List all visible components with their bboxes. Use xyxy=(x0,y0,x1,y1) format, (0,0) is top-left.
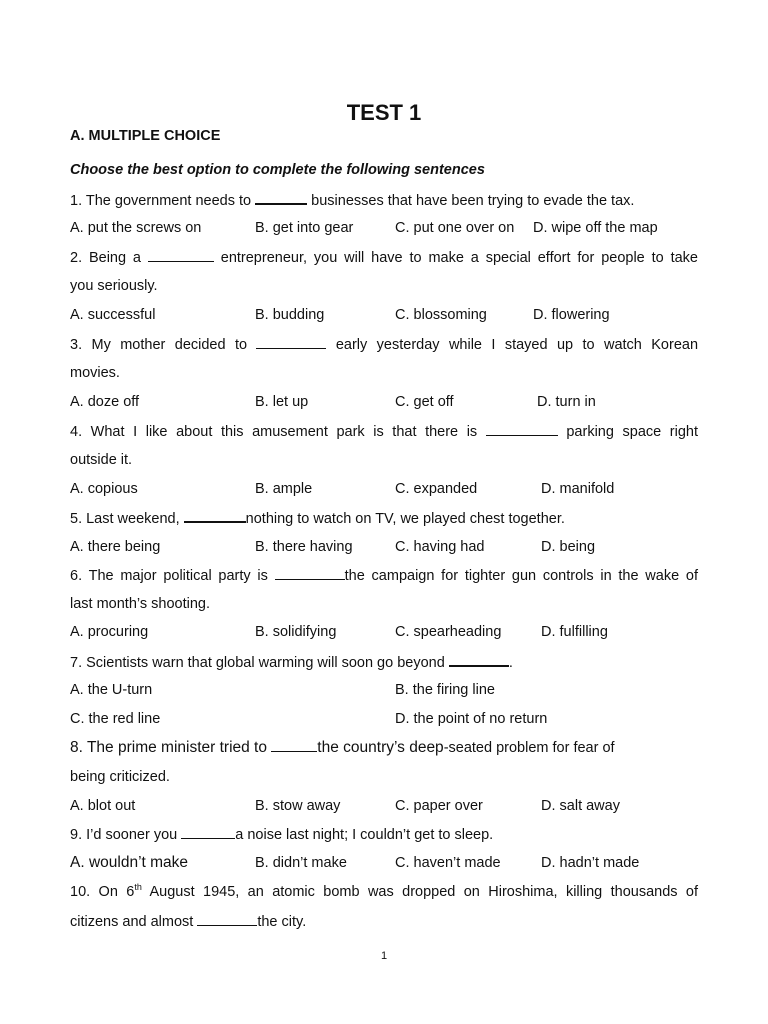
option-a: A. blot out xyxy=(70,798,136,814)
question-3-continued: movies. xyxy=(70,365,120,381)
question-text: nothing to watch on TV, we played chest together. xyxy=(245,511,565,527)
question-3-options xyxy=(70,392,698,412)
question-4-options xyxy=(70,479,698,499)
option-b: B. the firing line xyxy=(395,682,495,698)
option-b: B. get into gear xyxy=(255,220,354,236)
answer-blank xyxy=(275,565,345,580)
question-8 xyxy=(70,737,698,758)
question-2-continued: you seriously. xyxy=(70,278,158,294)
question-5 xyxy=(70,507,698,529)
question-text: entrepreneur, you will have to make a special effort for people to take xyxy=(213,250,698,266)
question-text: 1. The government needs to xyxy=(70,193,256,209)
option-c: C. get off xyxy=(395,394,454,410)
question-10-continued xyxy=(70,911,698,932)
instruction: Choose the best option to complete the following sentences xyxy=(70,162,485,178)
question-text: 9. I’d sooner you xyxy=(70,827,182,843)
question-7-options-row-2 xyxy=(70,709,698,729)
question-6 xyxy=(70,565,698,586)
option-c: C. spearheading xyxy=(395,624,502,640)
page-number: 1 xyxy=(380,950,388,962)
option-c: C. having had xyxy=(395,539,485,555)
question-1 xyxy=(70,189,698,211)
question-text: 8. The prime minister tried to xyxy=(70,739,272,756)
option-a: A. there being xyxy=(70,539,161,555)
option-b: B. solidifying xyxy=(255,624,337,640)
option-c: C. haven’t made xyxy=(395,855,501,871)
question-text: -seated problem for fear of xyxy=(443,740,615,756)
question-text: the campaign for tighter gun controls in the wake of xyxy=(344,568,698,584)
question-2 xyxy=(70,247,698,268)
question-text: a noise last night; I couldn’t get to sleep. xyxy=(235,827,494,843)
option-d: D. turn in xyxy=(537,394,596,410)
answer-blank xyxy=(256,334,326,349)
question-text: 3. My mother decided to xyxy=(70,337,257,353)
question-6-continued: last month’s shooting. xyxy=(70,596,210,612)
question-6-options xyxy=(70,622,698,642)
question-2-options xyxy=(70,305,698,325)
answer-blank xyxy=(148,247,214,262)
option-c: C. blossoming xyxy=(395,307,487,323)
question-5-options xyxy=(70,537,698,557)
option-d: D. hadn’t made xyxy=(541,855,640,871)
question-text: August 1945, an atomic bomb was dropped on Hiroshima, killing thousands of xyxy=(141,884,698,900)
answer-blank xyxy=(197,911,257,926)
question-8-continued: being criticized. xyxy=(70,769,170,785)
option-c: C. expanded xyxy=(395,481,478,497)
option-a: A. put the screws on xyxy=(70,220,202,236)
option-c: C. put one over on xyxy=(395,220,515,236)
question-text: . xyxy=(508,655,513,671)
option-d: D. wipe off the map xyxy=(533,220,658,236)
question-text: 2. Being a xyxy=(70,250,148,266)
option-c: C. paper over xyxy=(395,798,483,814)
ordinal-suffix: th xyxy=(134,882,142,893)
question-text: citizens and almost xyxy=(70,914,198,930)
question-9-options xyxy=(70,853,698,873)
question-text: parking space right xyxy=(557,424,699,440)
question-text: 6. The major political party is xyxy=(70,568,275,584)
answer-blank xyxy=(184,507,246,523)
option-a: A. wouldn’t make xyxy=(70,854,189,871)
page-title: TEST 1 xyxy=(346,100,422,125)
option-d: D. flowering xyxy=(533,307,610,323)
option-a: A. the U-turn xyxy=(70,682,153,698)
option-a: A. copious xyxy=(70,481,138,497)
question-text: 7. Scientists warn that global warming will soon go beyond xyxy=(70,655,449,671)
question-text: early yesterday while I stayed up to watch Korean xyxy=(326,337,699,353)
answer-blank xyxy=(486,421,558,436)
question-text: 4. What I like about this amusement park is that there is xyxy=(70,424,486,440)
answer-blank xyxy=(449,651,509,667)
answer-blank xyxy=(181,824,235,839)
option-d: D. manifold xyxy=(541,481,615,497)
question-1-options xyxy=(70,218,698,238)
section-heading: A. MULTIPLE CHOICE xyxy=(70,128,221,144)
option-b: B. let up xyxy=(255,394,309,410)
question-text: the city. xyxy=(257,914,307,930)
question-9 xyxy=(70,824,698,845)
question-text: 5. Last weekend, xyxy=(70,511,184,527)
question-4-continued: outside it. xyxy=(70,452,133,468)
option-b: B. stow away xyxy=(255,798,341,814)
option-a: A. doze off xyxy=(70,394,140,410)
option-d: D. salt away xyxy=(541,798,620,814)
answer-blank xyxy=(255,189,307,205)
option-b: B. ample xyxy=(255,481,313,497)
option-c: C. the red line xyxy=(70,711,161,727)
question-3 xyxy=(70,334,698,355)
option-b: B. budding xyxy=(255,307,325,323)
question-4 xyxy=(70,421,698,442)
option-a: A. successful xyxy=(70,307,156,323)
question-text: businesses that have been trying to evade the tax. xyxy=(307,193,635,209)
option-a: A. procuring xyxy=(70,624,149,640)
question-7-options-row-1 xyxy=(70,680,698,700)
question-10 xyxy=(70,882,698,902)
option-d: D. being xyxy=(541,539,596,555)
question-text: the country’s deep xyxy=(317,739,444,756)
answer-blank xyxy=(271,737,317,752)
question-8-options xyxy=(70,796,698,816)
question-7 xyxy=(70,651,698,673)
option-b: B. there having xyxy=(255,539,353,555)
option-d: D. fulfilling xyxy=(541,624,608,640)
question-text: 10. On 6 xyxy=(70,884,135,900)
option-d: D. the point of no return xyxy=(395,711,548,727)
option-b: B. didn’t make xyxy=(255,855,347,871)
